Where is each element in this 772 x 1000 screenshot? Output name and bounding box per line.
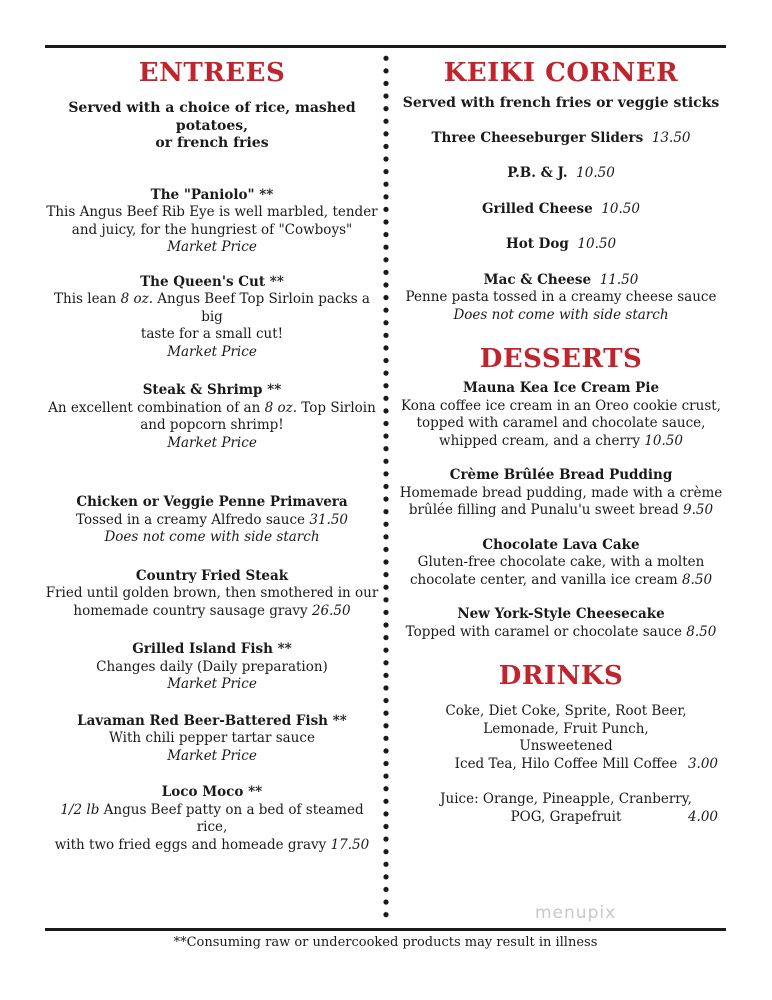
keiki-heading: KEIKI CORNER	[443, 58, 679, 88]
item-price: 11.50	[599, 271, 639, 288]
menu-item-mac-cheese	[396, 272, 726, 325]
entrees-section	[45, 56, 379, 854]
menu-item-queens-cut	[45, 274, 379, 362]
item-name: The Queen's Cut **	[140, 273, 284, 290]
item-price: Market Price	[167, 434, 257, 451]
item-price: 10.50	[644, 432, 683, 449]
menu-item-penne-primavera	[45, 494, 379, 547]
item-desc: topped with caramel and chocolate sauce,	[416, 415, 706, 431]
item-price: 10.50	[601, 200, 640, 217]
item-name: Grilled Cheese	[482, 200, 593, 217]
item-price: Market Price	[167, 747, 257, 764]
item-desc: and popcorn shrimp!	[140, 417, 284, 433]
menu-item-loco-moco	[45, 784, 379, 854]
item-desc: Homemade bread pudding, made with a crème	[399, 484, 723, 501]
drink-line: Iced Tea, Hilo Coffee Mill Coffee	[454, 755, 678, 772]
item-name: Steak & Shrimp **	[142, 382, 282, 398]
item-name: P.B. & J.	[507, 165, 568, 181]
item-name: Country Fried Steak	[135, 567, 289, 584]
menu-item-grilled-island-fish	[45, 641, 379, 694]
drink-line: Juice: Orange, Pineapple, Cranberry,	[440, 791, 692, 807]
bottom-rule	[45, 928, 726, 931]
item-name: Grilled Island Fish **	[132, 641, 292, 657]
menu-item-lavaman-fish	[45, 713, 379, 766]
item-desc: This Angus Beef Rib Eye is well marbled, tender	[46, 204, 378, 220]
item-desc: taste for a small cut!	[140, 326, 284, 342]
item-desc: An excellent combination of an 8 oz. Top Sirloin	[48, 399, 376, 416]
top-rule	[45, 45, 726, 48]
item-name: Mauna Kea Ice Cream Pie	[462, 380, 660, 396]
item-name: Three Cheeseburger Sliders	[431, 129, 644, 146]
item-price: Market Price	[167, 343, 257, 360]
item-name: Hot Dog	[505, 236, 569, 252]
item-desc: Topped with caramel or chocolate sauce 8.50	[405, 623, 717, 640]
item-name: Chocolate Lava Cake	[482, 536, 640, 553]
item-price: Market Price	[167, 239, 257, 255]
item-desc: Fried until golden brown, then smothered in our	[45, 585, 379, 601]
desserts-heading: DESSERTS	[479, 344, 643, 374]
drink-line: Lemonade, Fruit Punch, Unsweetened	[483, 720, 649, 754]
item-price: 31.50	[309, 511, 349, 528]
menu-item-hot-dog	[396, 236, 726, 254]
item-desc: Tossed in a creamy Alfredo sauce 31.50	[75, 511, 349, 528]
menu-item-paniolo	[45, 187, 379, 257]
entrees-subheading-line2: or french fries	[155, 135, 269, 151]
menu-item-steak-shrimp	[45, 382, 379, 452]
item-name: Loco Moco **	[161, 784, 263, 800]
menu-item-pbj	[396, 165, 726, 183]
item-note: Does not come with side starch	[104, 529, 320, 545]
drinks-heading: DRINKS	[498, 661, 624, 691]
menu-item-lava-cake	[396, 537, 726, 590]
item-name: The "Paniolo" **	[150, 186, 274, 203]
item-desc: whipped cream, and a cherry 10.50	[439, 432, 683, 449]
menu-item-bread-pudding	[396, 467, 726, 520]
item-desc: brûlée filling and Punalu'u sweet bread 9.50	[408, 502, 714, 518]
item-price: 8.50	[686, 623, 717, 640]
item-price: 10.50	[576, 165, 615, 181]
item-desc: With chili pepper tartar sauce	[109, 730, 315, 746]
menu-item-grilled-cheese	[396, 201, 726, 219]
item-name: Chicken or Veggie Penne Primavera	[76, 494, 348, 510]
item-price: Market Price	[167, 676, 257, 692]
item-name: Lavaman Red Beer-Battered Fish **	[77, 712, 347, 729]
item-desc: chocolate center, and vanilla ice cream 8.50	[409, 571, 713, 588]
item-name: Crème Brûlée Bread Pudding	[449, 467, 673, 483]
item-desc: Kona coffee ice cream in an Oreo cookie crust,	[401, 397, 721, 414]
drinks-group-sodas	[412, 703, 718, 773]
entrees-subheading	[45, 100, 379, 153]
column-divider-dots	[383, 52, 389, 924]
keiki-subheading: Served with french fries or veggie sticks	[402, 95, 720, 111]
item-price: 9.50	[683, 502, 714, 518]
item-desc: Gluten-free chocolate cake, with a molten	[417, 554, 705, 570]
item-price: 10.50	[577, 236, 617, 252]
item-desc: Changes daily (Daily preparation)	[96, 658, 328, 675]
watermark-logo: menupix	[535, 903, 617, 923]
item-desc: with two fried eggs and homeade gravy 17.50	[54, 836, 370, 853]
item-desc: This lean 8 oz. Angus Beef Top Sirloin packs a big	[54, 291, 370, 325]
entrees-heading: ENTREES	[138, 58, 286, 88]
entrees-subheading-line1: Served with a choice of rice, mashed potatoes,	[68, 100, 356, 134]
item-desc: 1/2 lb Angus Beef patty on a bed of steamed rice,	[60, 801, 364, 835]
drink-price: 3.00	[687, 755, 718, 772]
item-desc: and juicy, for the hungriest of "Cowboys"	[71, 221, 353, 238]
item-name: Mac & Cheese	[483, 271, 592, 288]
drink-line: Coke, Diet Coke, Sprite, Root Beer,	[445, 703, 687, 719]
item-price: 26.50	[311, 602, 351, 619]
right-column	[396, 56, 726, 826]
item-price: 8.50	[681, 571, 713, 588]
menu-item-cheesecake	[396, 606, 726, 641]
menu-item-sliders	[396, 130, 726, 148]
item-desc: Penne pasta tossed in a creamy cheese sauce	[405, 289, 717, 305]
menu-item-ice-cream-pie	[396, 380, 726, 450]
drinks-group-juice	[412, 791, 718, 826]
menu-item-country-fried-steak	[45, 568, 379, 621]
drink-price: 4.00	[687, 808, 718, 825]
item-desc: homemade country sausage gravy 26.50	[73, 602, 351, 619]
drink-line: POG, Grapefruit	[510, 808, 622, 825]
item-note: Does not come with side starch	[453, 306, 669, 323]
footer-disclaimer: **Consuming raw or undercooked products may result in illness	[173, 935, 598, 950]
item-price: 17.50	[330, 836, 370, 853]
item-name: New York-Style Cheesecake	[457, 606, 665, 622]
item-price: 13.50	[651, 129, 691, 146]
